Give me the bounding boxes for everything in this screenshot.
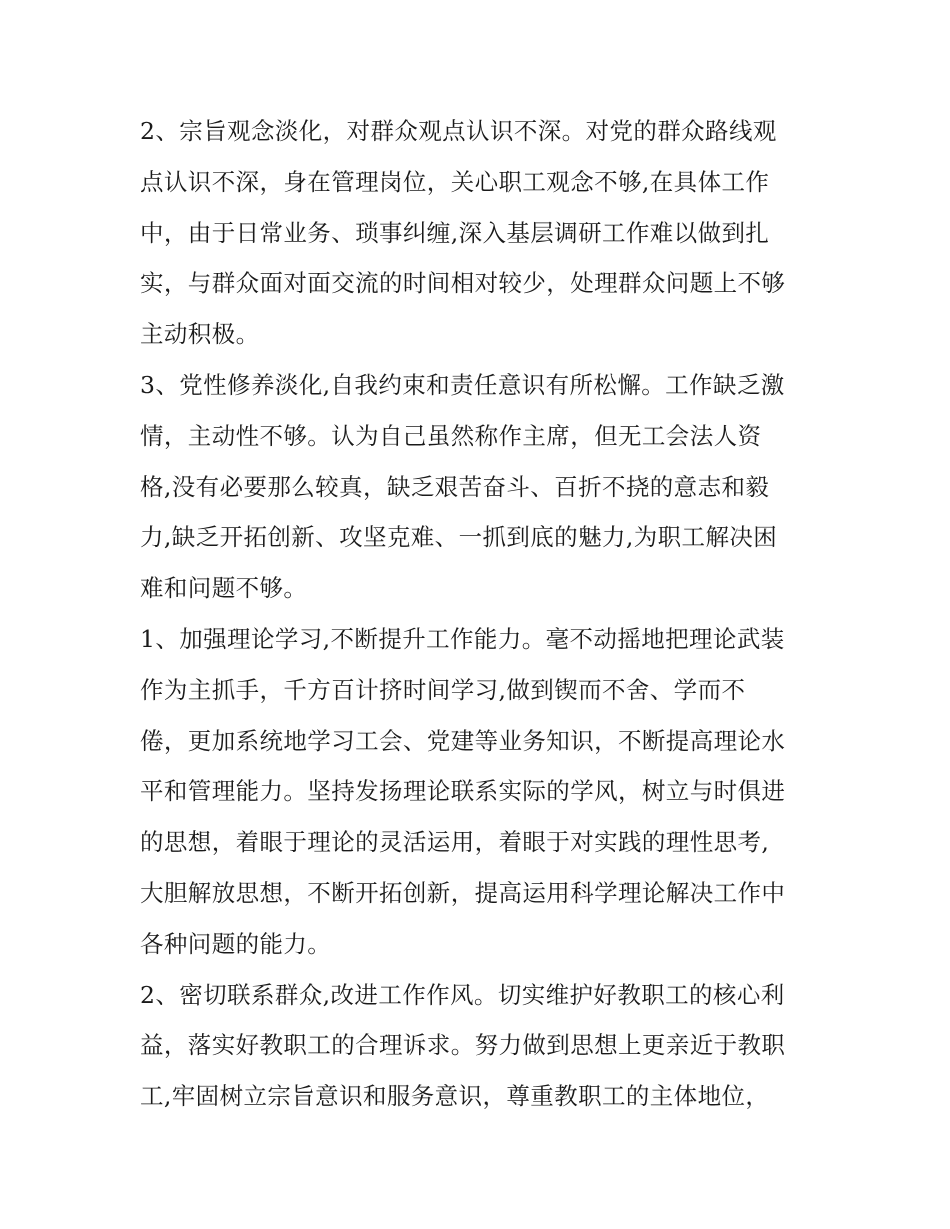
paragraph-4 [140,970,814,1122]
text-line: 3、党性修养淡化,自我约束和责任意识有所松懈。工作缺乏激 [140,370,785,399]
paragraph-1 [140,106,814,360]
text-line: 难和问题不够。 [140,574,308,603]
text-line: 工,牢固树立宗旨意识和服务意识，尊重教职工的主体地位， [140,1082,770,1111]
text-line: 力,缺乏开拓创新、攻坚克难、一抓到底的魅力,为职工解决困 [140,523,778,552]
text-line: 倦，更加系统地学习工会、党建等业务知识，不断提高理论水 [140,726,786,755]
text-line: 格,没有必要那么较真，缺乏艰苦奋斗、百折不挠的意志和毅 [140,472,770,501]
text-line: 益，落实好教职工的合理诉求。努力做到思想上更亲近于教职 [140,1031,786,1060]
document-page [140,106,814,1122]
text-line: 2、密切联系群众,改进工作作风。切实维护好教职工的核心利 [140,980,785,1009]
text-line: 主动积极。 [140,320,260,349]
text-line: 2、宗旨观念淡化，对群众观点认识不深。对党的群众路线观 [140,117,777,145]
text-line: 各种问题的能力。 [140,929,332,958]
text-line: 作为主抓手，千方百计挤时间学习,做到锲而不舍、学而不 [140,675,746,704]
text-line: 的思想，着眼于理论的灵活运用，着眼于对实践的理性思考, [140,828,770,857]
text-line: 大胆解放思想，不断开拓创新，提高运用科学理论解决工作中 [140,878,786,907]
text-line: 点认识不深，身在管理岗位，关心职工观念不够,在具体工作 [140,167,770,196]
text-line: 实，与群众面对面交流的时间相对较少，处理群众问题上不够 [140,269,786,298]
paragraph-3 [140,614,814,970]
paragraph-2 [140,360,814,614]
text-line: 1、加强理论学习,不断提升工作能力。毫不动摇地把理论武装 [140,624,785,653]
text-line: 情，主动性不够。认为自己虽然称作主席，但无工会法人资 [140,421,762,450]
text-line: 平和管理能力。坚持发扬理论联系实际的学风，树立与时俱进 [140,777,786,806]
text-line: 中，由于日常业务、琐事纠缠,深入基层调研工作难以做到扎 [140,218,770,247]
